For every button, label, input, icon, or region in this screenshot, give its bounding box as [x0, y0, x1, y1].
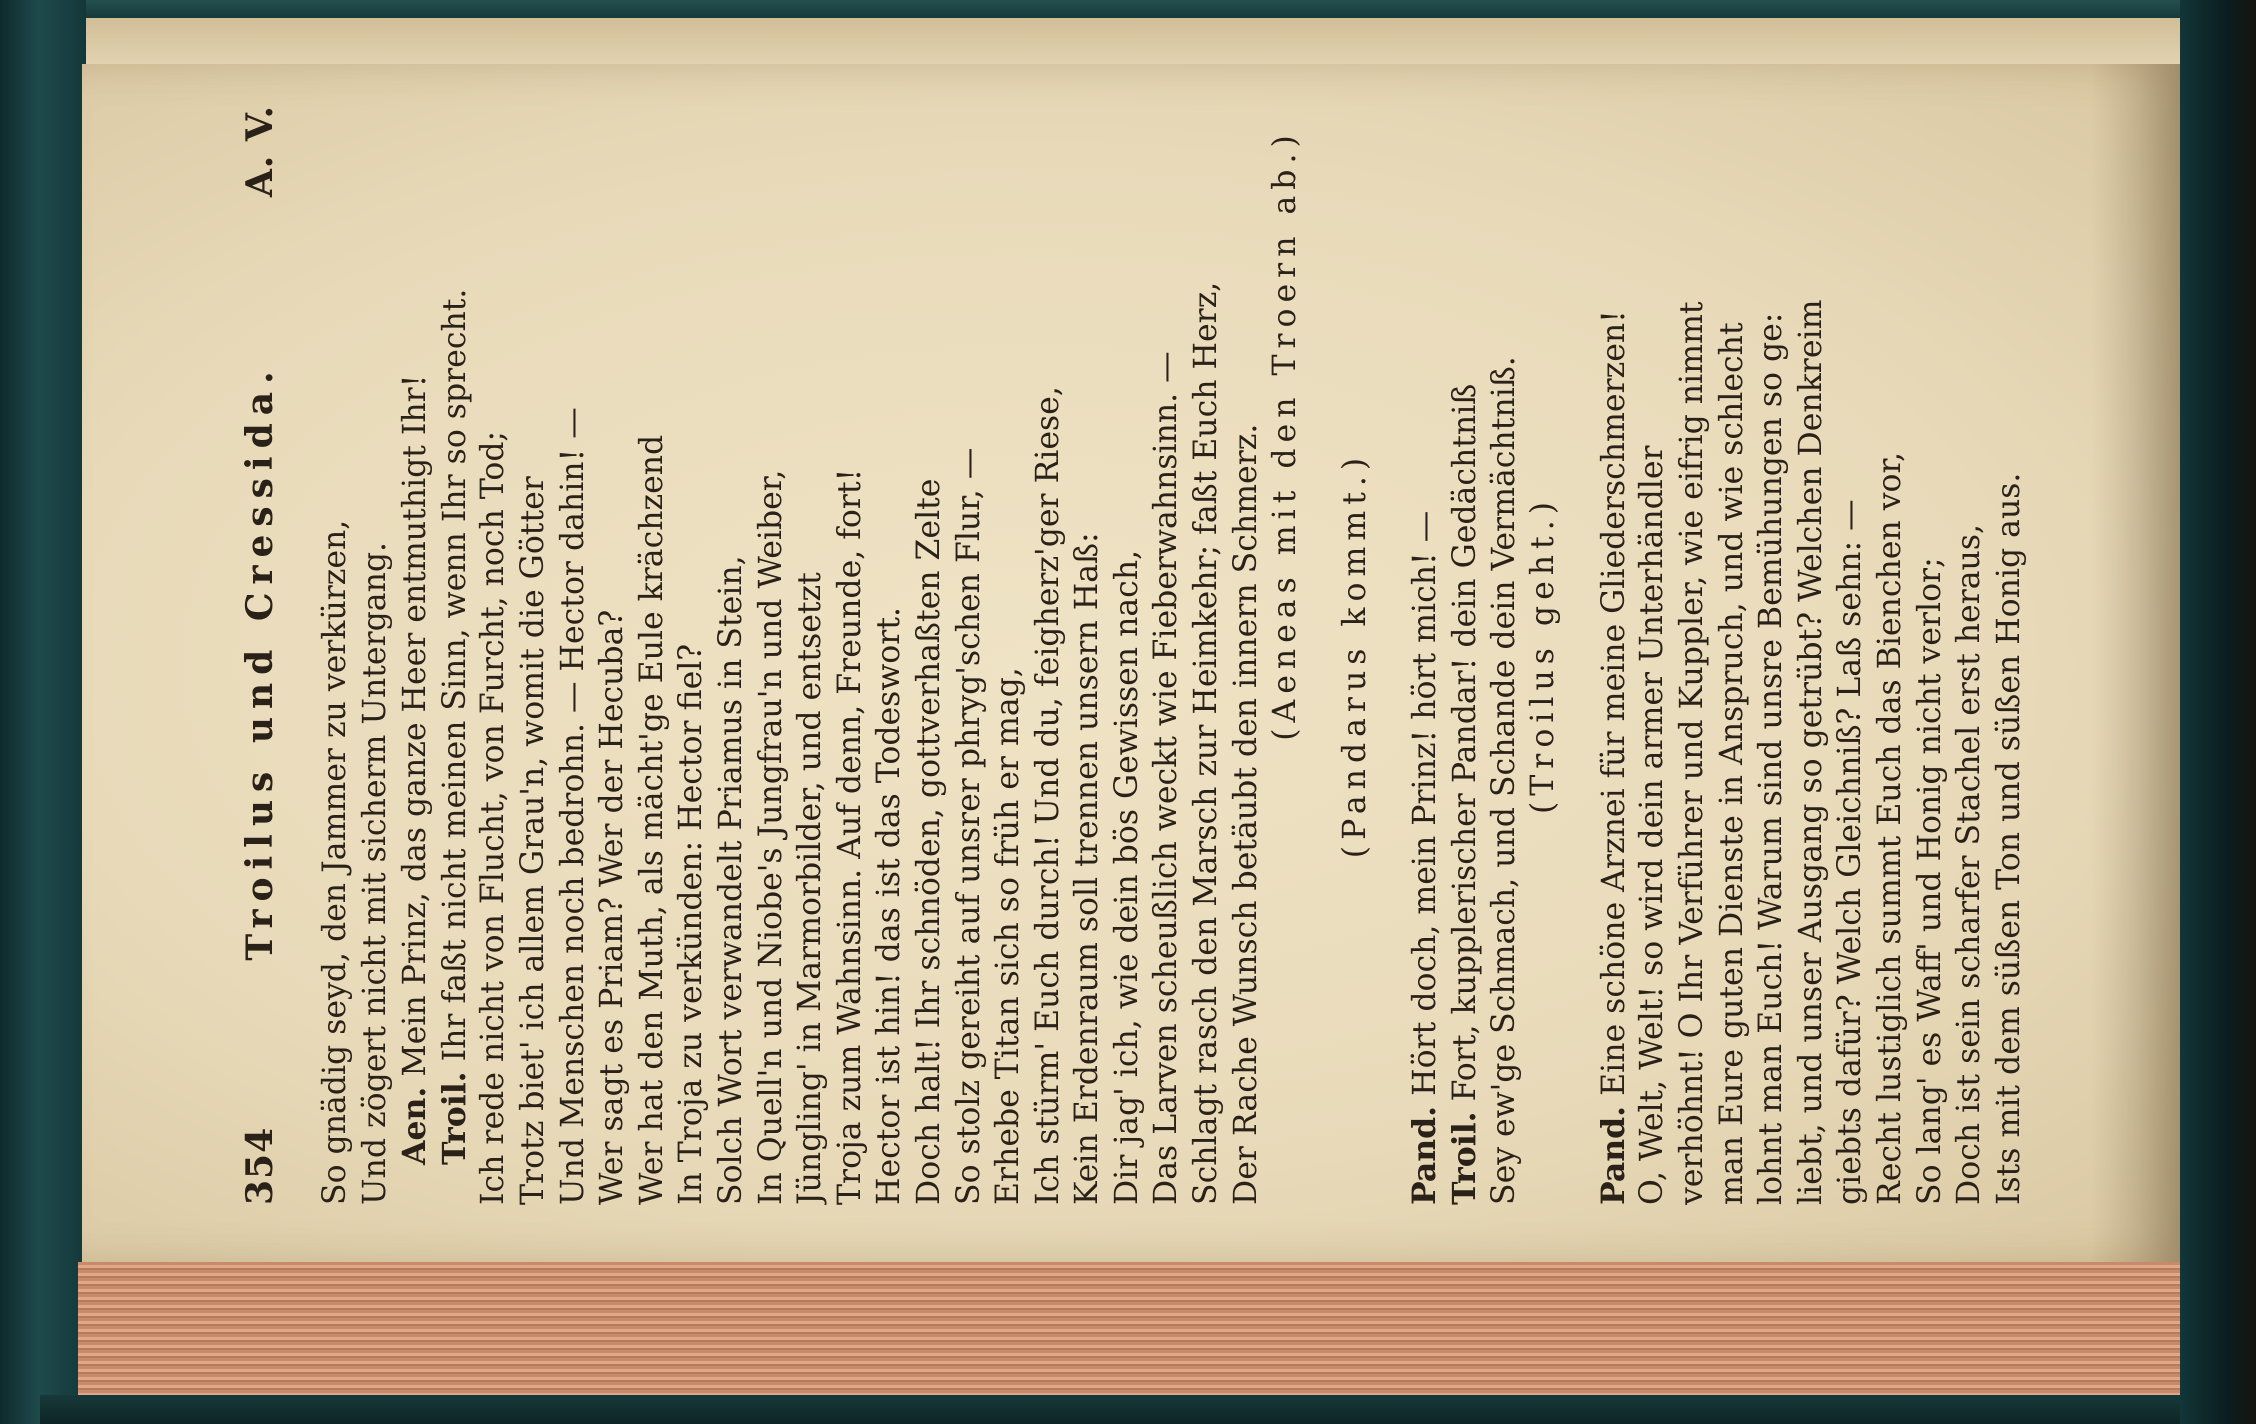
text-line	[316, 105, 356, 1205]
line-text: Ists mit dem süßen Ton und süßen Honig aus.	[1990, 472, 2027, 1205]
line-text: Ich stürm' Euch durch! Und du, feigherz'ger Riese,	[1029, 386, 1066, 1205]
line-text: Doch ist sein scharfer Stachel erst heraus,	[1951, 523, 1988, 1205]
line-text: Eine schöne Arznei für meine Gliederschmerzen!	[1595, 310, 1632, 1096]
text-line	[554, 105, 594, 1205]
text-line	[474, 105, 514, 1205]
stage-direction: (Troilus geht.)	[1525, 496, 1562, 814]
line-text: Schlagt rasch den Marsch zur Heimkehr; faßt Euch Herz,	[1188, 281, 1225, 1205]
line-text: lohnt man Euch! Warum sind unsre Bemühungen so ge:	[1753, 312, 1790, 1205]
text-line	[1445, 105, 1485, 1205]
text-line	[633, 105, 673, 1205]
line-text: verhöhnt! O Ihr Verführer und Kuppler, wie eifrig nimmt	[1674, 301, 1710, 1205]
text-line	[1147, 105, 1187, 1205]
text-line	[910, 105, 950, 1205]
line-text: Der Rache Wunsch betäubt den innern Schmerz.	[1227, 423, 1264, 1205]
line-text: O, Welt, Welt! so wird dein armer Unterhändler	[1634, 445, 1671, 1205]
line-text: man Eure guten Dienste in Anspruch, und wie schlecht	[1713, 322, 1750, 1205]
text-line	[1108, 105, 1148, 1205]
speaker-label: Troil.	[435, 1071, 473, 1165]
line-text: Wer sagt es Priam? Wer der Hecuba?	[594, 609, 631, 1205]
text-line	[1990, 105, 2030, 1205]
line-text: In Quell'n und Niobe's Jungfrau'n und Weiber,	[752, 469, 789, 1205]
speaker-label: Troil.	[1446, 1111, 1484, 1205]
line-text: Troja zum Wahnsinn. Auf denn, Freunde, fort!	[831, 468, 868, 1205]
line-text: Ich rede nicht von Flucht, von Furcht, noch Tod;	[475, 430, 512, 1205]
text-line	[593, 105, 633, 1205]
text-line	[712, 105, 752, 1205]
text-line	[1911, 105, 1951, 1205]
book-cover-top	[40, 0, 2220, 18]
book-cover-right	[2180, 0, 2256, 1424]
speaker-label: Pand.	[1594, 1105, 1632, 1205]
page-edges	[78, 1262, 2188, 1397]
page-number: 354	[239, 1126, 281, 1205]
text-line	[1068, 105, 1108, 1205]
text-line	[1187, 105, 1227, 1205]
line-text: liebt, und unser Ausgang so getrübt? Welchen Denkreim	[1792, 299, 1829, 1205]
running-header	[230, 105, 290, 1205]
text-line	[1792, 105, 1832, 1205]
line-text: Dir jag' ich, wie dein bös Gewissen nach,	[1108, 549, 1145, 1205]
text-line	[791, 105, 831, 1205]
line-text: Ihr faßt nicht meinen Sinn, wenn Ihr so sprecht.	[436, 288, 473, 1062]
line-text: Und zögert nicht mit sicherm Untergang.	[356, 541, 393, 1205]
line-text: In Troja zu verkünden: Hector fiel?	[673, 643, 710, 1205]
text-line	[950, 105, 990, 1205]
text-line	[1485, 105, 1525, 1205]
text-line	[1594, 105, 1634, 1205]
text-line	[1633, 105, 1673, 1205]
text-line	[1871, 105, 1911, 1205]
line-text: So stolz gereiht auf unsrer phryg'schen Flur, —	[950, 447, 987, 1205]
text-line	[1831, 105, 1871, 1205]
text-line	[1029, 105, 1069, 1205]
dialogue-block-1	[316, 105, 1266, 1205]
text-line	[1752, 105, 1792, 1205]
text-line	[672, 105, 712, 1205]
line-text: So lang' es Waff' und Honig nicht verlor;	[1911, 557, 1948, 1205]
text-line	[1713, 105, 1753, 1205]
text-line	[752, 105, 792, 1205]
text-line	[1673, 105, 1713, 1205]
stage-direction: (Aeneas mit den Troern ab.)	[1267, 129, 1304, 741]
line-text: Solch Wort verwandelt Priamus in Stein,	[712, 555, 749, 1205]
line-text: Kein Erdenraum soll trennen unsern Haß:	[1069, 532, 1106, 1205]
line-text: Fort, kupplerischer Pandar! dein Gedächtniß	[1447, 383, 1484, 1102]
line-text: Hört doch, mein Prinz! hört mich! —	[1407, 510, 1444, 1096]
stage-direction: (Pandarus kommt.)	[1336, 451, 1373, 859]
line-text: Doch halt! Ihr schnöden, gottverhaßten Zelte	[910, 478, 947, 1205]
speaker-label: Aen.	[396, 1086, 434, 1165]
page-gutter-shadow	[2090, 64, 2190, 1264]
text-line	[831, 105, 871, 1205]
line-text: Wer hat den Muth, als mächt'ge Eule krächzend	[633, 434, 670, 1205]
dialogue-block-2	[1405, 105, 1524, 1205]
line-text: So gnädig seyd, den Jammer zu verkürzen,	[317, 519, 353, 1205]
text-line	[356, 105, 396, 1205]
line-text: Erhebe Titan sich so früh er mag,	[990, 667, 1027, 1205]
line-text: Das Larven scheußlich weckt wie Fieberwahnsinn. —	[1148, 351, 1185, 1205]
dialogue-block-3	[1594, 105, 2030, 1205]
text-line	[514, 105, 554, 1205]
text-line	[870, 105, 910, 1205]
line-text: Jüngling' in Marmorbilder, und entsetzt	[792, 572, 829, 1205]
book-cover-bottom	[40, 1395, 2210, 1424]
line-text: Hector ist hin! das ist das Todeswort.	[871, 607, 908, 1205]
line-text: Mein Prinz, das ganze Heer entmuthigt Ihr!	[397, 374, 434, 1077]
line-text: Trotz biet' ich allem Grau'n, womit die Götter	[514, 476, 551, 1205]
text-line	[1405, 105, 1445, 1205]
play-text	[316, 105, 2029, 1205]
line-text: Sey ew'ge Schmach, und Schande dein Vermächtniß.	[1485, 356, 1522, 1205]
text-line	[989, 105, 1029, 1205]
line-text: Und Menschen noch bedrohn. — Hector dahin! —	[554, 407, 591, 1205]
speaker-label: Pand.	[1406, 1105, 1444, 1205]
text-line	[1950, 105, 1990, 1205]
text-line	[395, 105, 435, 1205]
line-text: giebts dafür? Welch Gleichniß? Laß sehn: —	[1832, 499, 1869, 1205]
line-text: Recht lustiglich summt Euch das Bienchen vor,	[1871, 451, 1908, 1205]
page-text-block	[230, 105, 2100, 1205]
book-cover-spine	[0, 0, 86, 1424]
act-label: A. V.	[239, 105, 281, 198]
text-line	[435, 105, 475, 1205]
running-title: Troilus und Cressida.	[239, 363, 281, 961]
text-line	[1227, 105, 1267, 1205]
